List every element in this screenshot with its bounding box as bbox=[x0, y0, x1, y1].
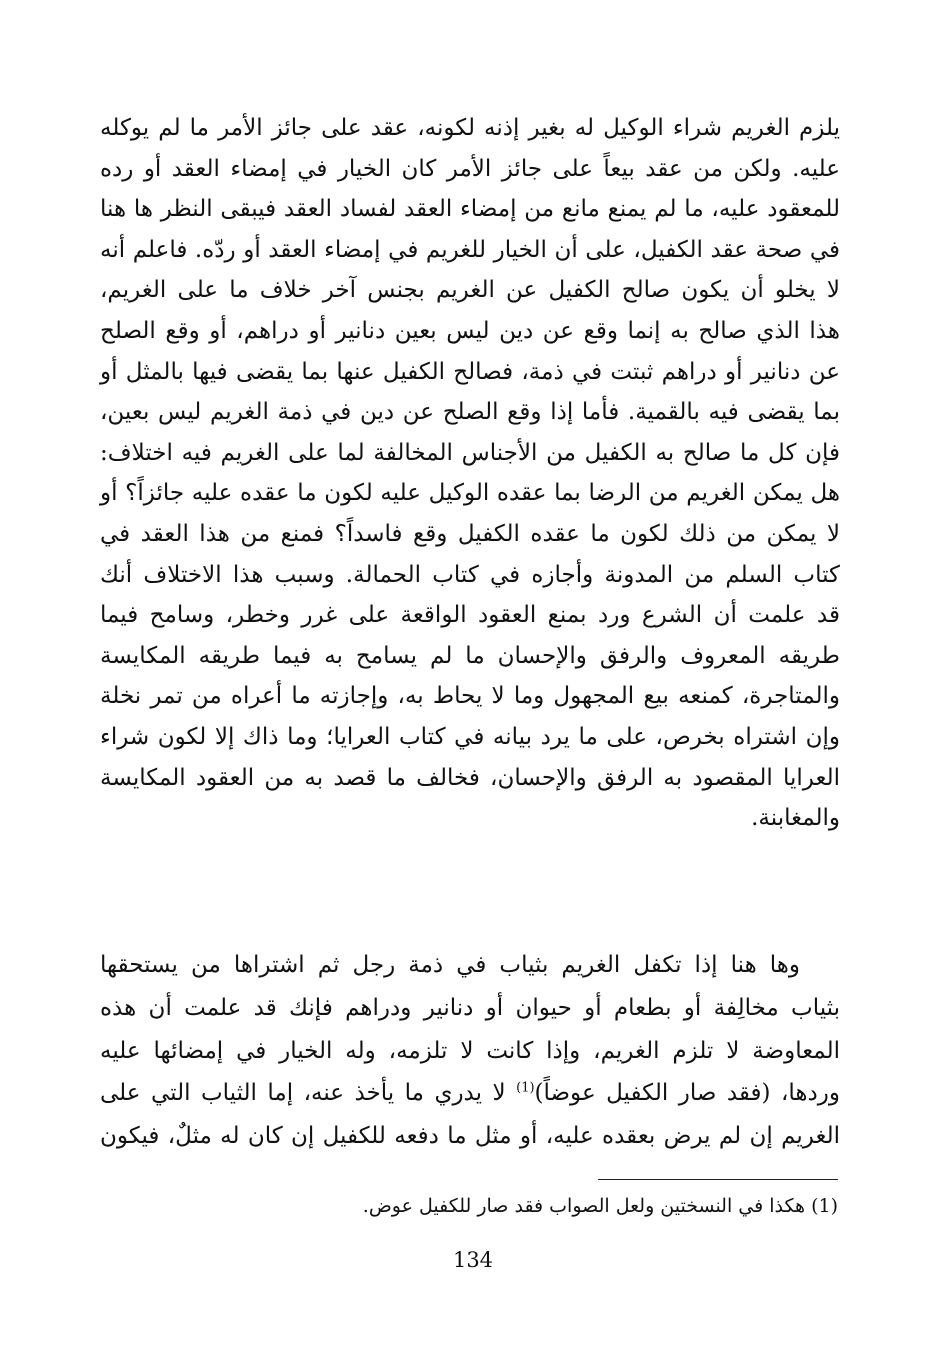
text-line: في صحة عقد الكفيل، على أن الخيار للغريم في إمضاء العقد أو ردّه. فاعلم أنه bbox=[100, 236, 840, 263]
footnote bbox=[363, 1195, 838, 1217]
text-segment: لا يدري ما يأخذ عنه، إما الثياب التي على bbox=[100, 1080, 517, 1107]
text-line: بثياب مخالِفة أو بطعام أو حيوان أو دنانير ودراهم فإنك قد علمت أن هذه bbox=[100, 994, 840, 1021]
page-number: 134 bbox=[452, 1248, 494, 1272]
text-line: لا يمكن من ذلك لكون ما عقده الكفيل وقع فاسداً؟ فمنع من هذا العقد في bbox=[100, 520, 840, 547]
text-line: عليه. ولكن من عقد بيعاً على جائز الأمر كان الخيار في إمضاء العقد أو رده bbox=[100, 155, 840, 182]
text-line: هل يمكن الغريم من الرضا بما عقده الوكيل عليه لكون ما عقده عليه جائزاً؟ أو bbox=[100, 480, 840, 507]
text-line: قد علمت أن الشرع ورد بمنع العقود الواقعة على غرر وخطر، وسامح فيما bbox=[100, 602, 840, 629]
text-line: بما يقضى فيه بالقمية. فأما إذا وقع الصلح عن دين في ذمة الغريم ليس بعين، bbox=[100, 399, 840, 426]
text-line: العرايا المقصود به الرفق والإحسان، فخالف ما قصد به من العقود المكايسة bbox=[100, 764, 840, 791]
text-segment: وردها، (فقد صار الكفيل عوضاً) bbox=[534, 1080, 840, 1107]
paragraph-1 bbox=[100, 108, 840, 839]
text-line: والمتاجرة، كمنعه بيع المجهول وما لا يحاط به، وإجازته ما أعراه من تمر نخلة bbox=[100, 683, 840, 710]
text-line: هذا الذي صالح به إنما وقع عن دين ليس بعين دنانير أو دراهم، أو وقع الصلح bbox=[100, 317, 840, 344]
footnote-text: هكذا في النسختين ولعل الصواب فقد صار للكفيل عوض. bbox=[362, 1195, 806, 1217]
text-line: طريقه المعروف والرفق والإحسان ما لم يسامح به فيما طريقه المكايسة bbox=[100, 642, 840, 669]
page-body bbox=[100, 108, 840, 1150]
text-line-with-footnote-ref bbox=[100, 1072, 840, 1115]
text-line: لا يخلو أن يكون صالح الكفيل عن الغريم بجنس آخر خلاف ما على الغريم، bbox=[100, 277, 840, 304]
text-line: وإن اشتراه بخرص، على ما يرد بيانه في كتاب العرايا؛ وما ذاك إلا لكون شراء bbox=[100, 723, 840, 750]
text-line: يلزم الغريم شراء الوكيل له بغير إذنه لكونه، عقد على جائز الأمر ما لم يوكله bbox=[100, 115, 840, 141]
footnote-separator bbox=[598, 1179, 838, 1180]
paragraph-2 bbox=[100, 944, 840, 1158]
footnote-marker: (1) bbox=[811, 1195, 838, 1217]
text-line: المعاوضة لا تلزم الغريم، وإذا كانت لا تلزمه، وله الخيار في إمضائها عليه bbox=[100, 1037, 840, 1064]
text-line: الغريم إن لم يرض بعقده عليه، أو مثل ما دفعه للكفيل إن كان له مثلٌ، فيكون bbox=[100, 1123, 840, 1150]
text-line: فإن كل ما صالح به الكفيل من الأجناس المخالفة لما على الغريم فيه اختلاف: bbox=[100, 439, 840, 466]
text-line: كتاب السلم من المدونة وأجازه في كتاب الحمالة. وسبب هذا الاختلاف أنك bbox=[100, 561, 840, 588]
text-line: عن دنانير أو دراهم ثبتت في ذمة، فصالح الكفيل عنها بما يقضى فيها بالمثل أو bbox=[100, 358, 840, 385]
text-line: وها هنا إذا تكفل الغريم بثياب في ذمة رجل ثم اشتراها من يستحقها bbox=[100, 952, 800, 978]
footnote-reference: (1) bbox=[516, 1080, 535, 1096]
text-line: والمغابنة. bbox=[751, 805, 840, 832]
text-line: للمعقود عليه، ما لم يمنع مانع من إمضاء العقد لفساد العقد فيبقى النظر ها هنا bbox=[100, 196, 840, 223]
